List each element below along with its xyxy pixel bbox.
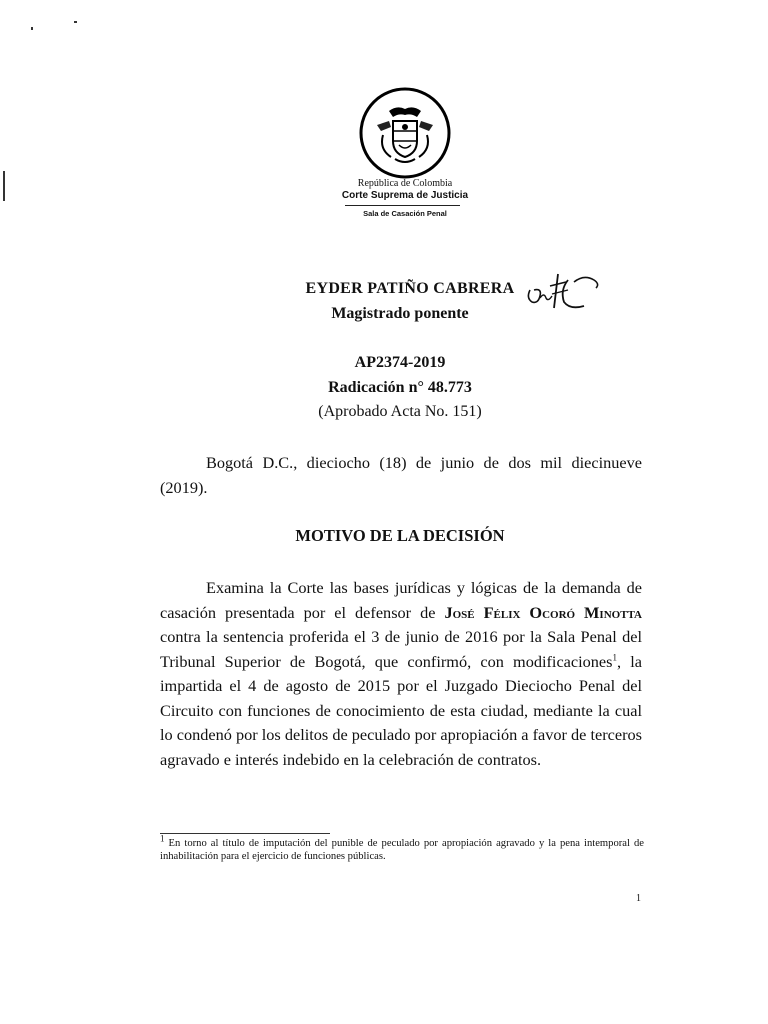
paragraph-text: , la impartida el 4 de agosto de 2015 por el Juzgado Dieciocho Penal del Circuito con funciones de conocimiento de esta ciudad, mediante la cual lo condenó por los delitos de peculado por apropiación a favor de terceros agravado e interés indebido en la celebración de contratos. — [160, 651, 642, 769]
magistrado-name: EYDER PATIÑO CABRERA — [305, 280, 515, 297]
footnote-reference: 1 — [612, 652, 617, 663]
radicacion-number: Radicación n° 48.773 — [328, 379, 472, 396]
header-court: Corte Suprema de Justicia — [341, 190, 469, 201]
page-number: 1 — [636, 893, 641, 904]
footnote-number: 1 — [160, 833, 165, 844]
header-divider — [345, 205, 460, 206]
header-chamber: Sala de Casación Penal — [363, 209, 447, 218]
scan-mark — [3, 171, 5, 201]
auto-number: AP2374-2019 — [354, 354, 446, 371]
magistrado-role: Magistrado ponente — [331, 305, 469, 322]
header-country: República de Colombia — [357, 178, 453, 189]
section-title: MOTIVO DE LA DECISIÓN — [295, 526, 505, 545]
coat-of-arms-icon — [359, 87, 451, 179]
footnote-text: En torno al título de imputación del punible de peculado por apropiación agravado y la pena intemporal de inhabilitación para el ejercicio de funciones públicas. — [160, 838, 644, 862]
main-paragraph — [160, 576, 642, 772]
defendant-name: José Félix Ocoró Minotta — [444, 602, 642, 622]
handwritten-signature — [524, 268, 604, 314]
date-paragraph: Bogotá D.C., dieciocho (18) de junio de dos mil diecinueve (2019). — [160, 453, 642, 497]
footnote — [160, 833, 644, 863]
scan-mark — [74, 21, 77, 23]
footnote-divider — [160, 833, 330, 834]
acta-approval: (Aprobado Acta No. 151) — [318, 403, 482, 420]
paragraph-text: Examina la Corte las bases jurídicas y lógicas de la demanda de casación presentada por el defensor de — [160, 578, 642, 622]
coat-of-arms-seal — [359, 87, 451, 179]
paragraph-text: contra la sentencia proferida el 3 de junio de 2016 por la Sala Penal del Tribunal Superior de Bogotá, que confirmó, con modificaciones — [160, 627, 642, 671]
scan-mark — [31, 27, 33, 30]
